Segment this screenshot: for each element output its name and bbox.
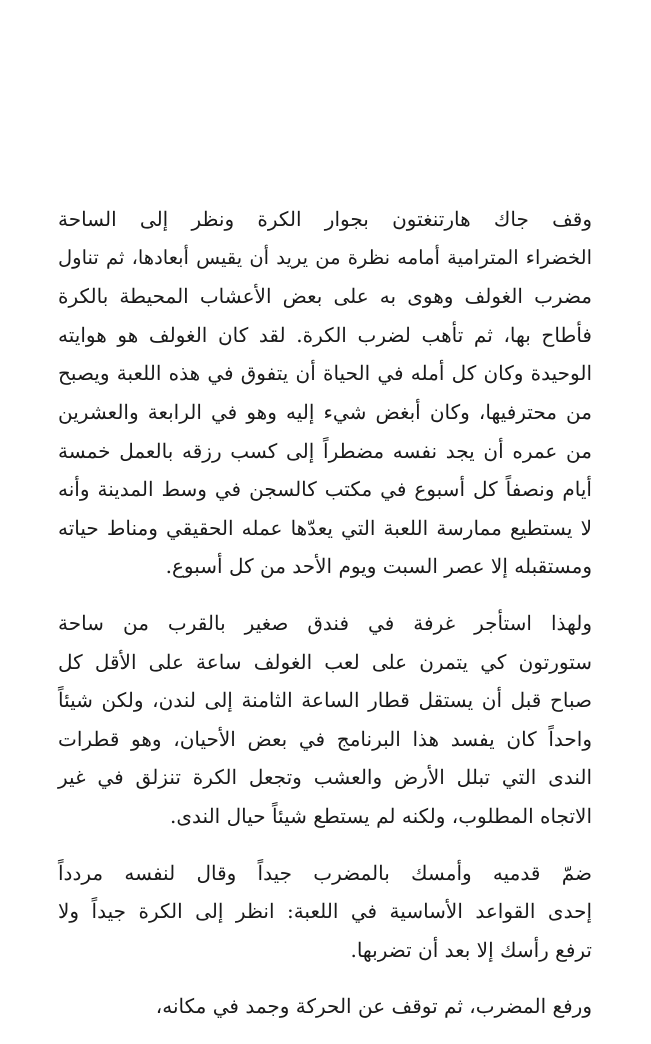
text-line: ترفع رأسك إلا بعد أن تضربها. — [350, 937, 592, 962]
text-line: أيام ونصفاً كل أسبوع في مكتب كالسجن في وسط المدينة وأنه — [58, 477, 592, 502]
text-line: الندى التي تبلل الأرض والعشب وتجعل الكرة تنزلق في غير — [58, 765, 592, 790]
text-line: واحداً كان يفسد هذا البرنامج في بعض الأحيان، وهو قطرات — [58, 726, 592, 751]
text-line: مضرب الغولف وهوى به على بعض الأعشاب المحيطة بالكرة — [58, 284, 592, 309]
paragraph-2 — [58, 604, 592, 836]
text-line: ضمّ قدميه وأمسك بالمضرب جيداً وقال لنفسه مردداً — [58, 860, 592, 885]
text-line: الوحيدة وكان كل أمله في الحياة أن يتفوق في هذه اللعبة ويصبح — [58, 361, 592, 386]
paragraph-4 — [58, 987, 592, 1026]
text-line: لا يستطيع ممارسة اللعبة التي يعدّها عمله الحقيقي ومناط حياته — [58, 515, 592, 540]
paragraph-3 — [58, 854, 592, 970]
text-line: صباح قبل أن يستقل قطار الساعة الثامنة إلى لندن، ولكن شيئاً — [58, 688, 592, 713]
text-line: الاتجاه المطلوب، ولكنه لم يستطع شيئاً حيال الندى. — [170, 803, 592, 828]
text-line: من عمره أن يجد نفسه مضطراً إلى كسب رزقه بالعمل خمسة — [58, 438, 592, 463]
text-line: ولهذا استأجر غرفة في فندق صغير بالقرب من ساحة — [58, 610, 592, 635]
text-line: وقف جاك هارتنغتون بجوار الكرة ونظر إلى الساحة — [58, 207, 592, 231]
paragraph-1 — [58, 200, 592, 586]
book-page — [58, 200, 592, 1044]
text-line: الخضراء المترامية أمامه نظرة من يريد أن يقيس أبعادها، ثم تناول — [58, 245, 592, 269]
text-line: ورفع المضرب، ثم توقف عن الحركة وجمد في مكانه، — [155, 994, 592, 1019]
text-line: ستورتون كي يتمرن على لعب الغولف ساعة على الأقل كل — [58, 649, 592, 674]
text-line: من محترفيها، وكان أبغض شيء إليه وهو في الرابعة والعشرين — [58, 399, 592, 424]
text-line: ومستقبله إلا عصر السبت ويوم الأحد من كل أسبوع. — [165, 554, 592, 579]
text-line: إحدى القواعد الأساسية في اللعبة: انظر إلى الكرة جيداً ولا — [58, 899, 592, 924]
text-line: فأطاح بها، ثم تأهب لضرب الكرة. لقد كان الغولف هو هوايته — [58, 322, 592, 347]
